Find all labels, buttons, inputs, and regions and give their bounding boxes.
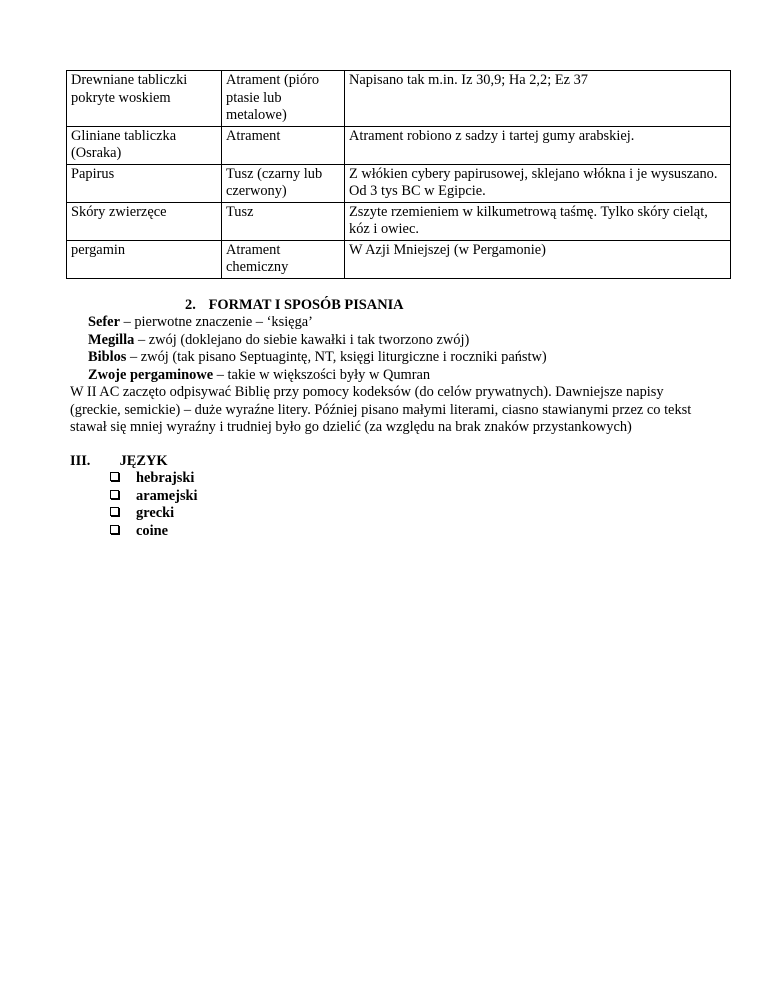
note-cell: Zszyte rzemieniem w kilkumetrową taśmę. Tylko skóry cieląt, kóz i owiec.: [345, 202, 731, 240]
term-item: [88, 367, 547, 385]
table-row: [67, 164, 731, 202]
list-item: [110, 523, 198, 541]
section-2-heading: [185, 297, 404, 314]
square-bullet-icon: [110, 490, 119, 499]
section-number: III.: [70, 453, 91, 469]
language-label: grecki: [136, 505, 175, 521]
table-row: [67, 202, 731, 240]
note-cell: Napisano tak m.in. Iz 30,9; Ha 2,2; Ez 37: [345, 71, 731, 127]
section-3-heading: [70, 453, 168, 470]
list-item: [110, 488, 198, 506]
material-cell: Skóry zwierzęce: [67, 202, 222, 240]
table-row: [67, 126, 731, 164]
term-description: – zwój (tak pisano Septuagintę, NT, księgi liturgiczne i roczniki państw): [126, 349, 547, 365]
language-label: aramejski: [136, 487, 198, 504]
term: Megilla: [88, 331, 135, 348]
terms-list: [88, 314, 547, 384]
ink-cell: Atrament: [222, 126, 345, 164]
square-bullet-icon: [110, 507, 119, 516]
term-item: [88, 332, 547, 350]
square-bullet-icon: [110, 472, 119, 481]
material-cell: pergamin: [67, 240, 222, 278]
term-description: – pierwotne znaczenie – ‘księga’: [119, 314, 313, 330]
term: Zwoje pergaminowe: [88, 366, 214, 383]
writing-materials-table: [66, 70, 731, 279]
list-item: [110, 470, 198, 488]
term-item: [88, 349, 547, 367]
note-cell: Z włókien cybery papirusowej, sklejano włókna i je wysuszano. Od 3 tys BC w Egipcie.: [345, 164, 731, 202]
table-row: [67, 71, 731, 127]
ink-cell: Atrament (pióro ptasie lub metalowe): [222, 71, 345, 127]
section-title: JĘZYK: [119, 453, 168, 469]
square-bullet-icon: [110, 525, 119, 534]
language-label: coine: [136, 522, 168, 539]
note-cell: Atrament robiono z sadzy i tartej gumy arabskiej.: [345, 126, 731, 164]
body-paragraph: W II AC zaczęto odpisywać Biblię przy pomocy kodeksów (do celów prywatnych). Dawniejsze napisy (greckie, semickie) – duże wyraźne litery. Później pisano małymi literami, ciasno stawianymi przez co tekst stawał się mniej wyraźny i trudniej było go dzielić (za względu na brak znaków przystankowych): [70, 384, 692, 435]
section-number: 2.: [185, 297, 196, 313]
ink-cell: Atrament chemiczny: [222, 240, 345, 278]
material-cell: Gliniane tabliczka (Osraka): [67, 126, 222, 164]
list-item: [110, 505, 198, 523]
term-description: – takie w większości były w Qumran: [213, 366, 431, 383]
ink-cell: Tusz: [222, 202, 345, 240]
term: Sefer: [88, 314, 120, 330]
language-list: [110, 470, 198, 540]
table-row: [67, 240, 731, 278]
term: Biblos: [88, 349, 127, 365]
ink-cell: Tusz (czarny lub czerwony): [222, 164, 345, 202]
section-title: FORMAT I SPOSÓB PISANIA: [208, 297, 404, 313]
material-cell: Papirus: [67, 164, 222, 202]
language-label: hebrajski: [136, 470, 195, 486]
note-cell: W Azji Mniejszej (w Pergamonie): [345, 240, 731, 278]
term-item: [88, 314, 547, 332]
material-cell: Drewniane tabliczki pokryte woskiem: [67, 71, 222, 127]
term-description: – zwój (doklejano do siebie kawałki i tak tworzono zwój): [134, 331, 470, 348]
